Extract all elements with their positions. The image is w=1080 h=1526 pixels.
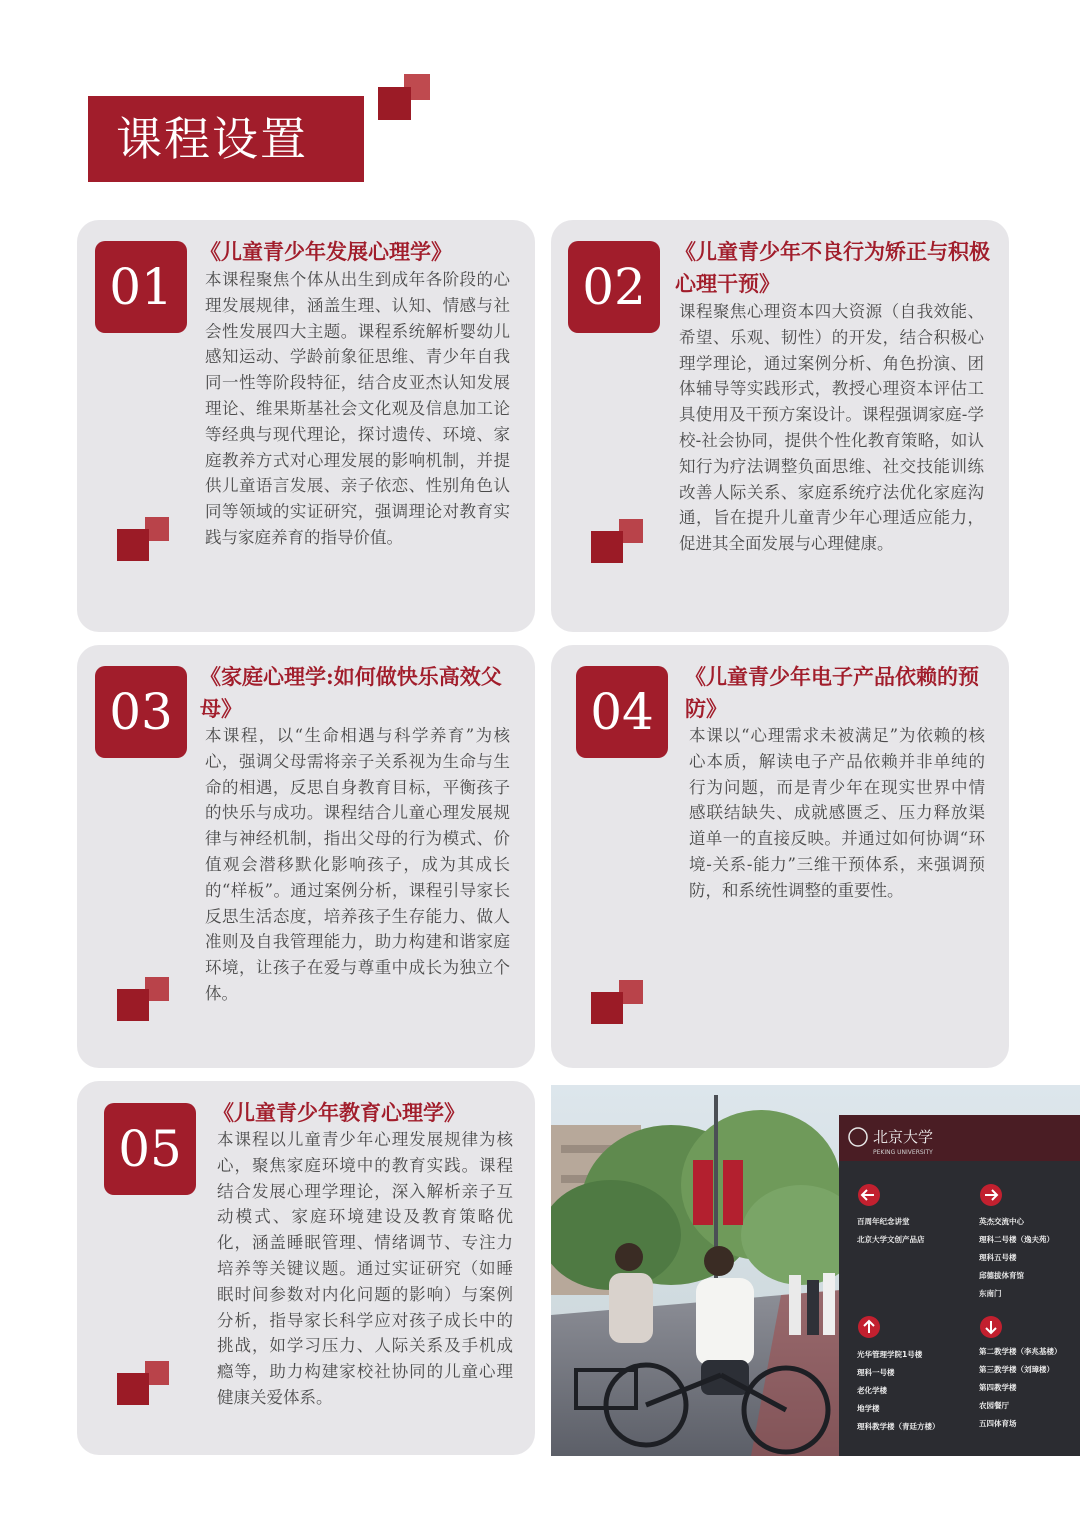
course-title: 《儿童青少年教育心理学》 — [213, 1100, 465, 1125]
course-description: 课程聚焦心理资本四大资源（自我效能、希望、乐观、韧性）的开发，结合积极心理学理论，通过案例分析、角色扮演、团体辅导等实践形式，教授心理资本评估工具使用及干预方案设计。课程强调家庭-学校-社会协同，提供个性化教育策略，如认知行为疗法调整负面思维、社交技能训练改善人际关系、家庭系统疗法优化家庭沟通，旨在提升儿童青少年心理适应能力，促进其全面发展与心理健康。 — [679, 302, 984, 554]
sign-entry: 第二教学楼（李兆基楼） — [979, 1347, 1062, 1356]
card-decoration — [117, 977, 169, 1021]
course-title: 《家庭心理学:如何做快乐高效父母》 — [200, 664, 502, 721]
sign-entry: 英杰交流中心 — [979, 1217, 1024, 1226]
sign-entry: 第三教学楼（刘璋楼） — [979, 1365, 1054, 1374]
card-decoration — [117, 517, 169, 561]
title-decoration — [378, 74, 430, 120]
course-number: 05 — [104, 1103, 196, 1195]
course-card-04 — [551, 645, 1009, 1068]
course-title: 《儿童青少年不良行为矫正与积极心理干预》 — [675, 239, 990, 296]
sign-entry: 理科二号楼（逸夫苑） — [979, 1235, 1054, 1244]
card-decoration — [591, 519, 643, 563]
course-description: 本课程以儿童青少年心理发展规律为核心，聚焦家庭环境中的教育实践。课程结合发展心理学理论，深入解析亲子互动模式、家庭环境建设及教育策略优化，涵盖睡眠管理、情绪调节、专注力培养等关键议题。通过实证研究（如睡眠时间参数对内化问题的影响）与案例分析，指导家长科学应对孩子成长中的挑战，如学习压力、人际关系及手机成瘾等，助力构建家校社协同的儿童心理健康关爱体系。 — [217, 1130, 513, 1407]
course-card-02 — [551, 220, 1009, 632]
campus-photo — [551, 1085, 1080, 1456]
course-number: 02 — [568, 241, 660, 333]
course-description: 本课程，以“生命相遇与科学养育”为核心，强调父母需将亲子关系视为生命与生命的相遇，反思自身教育目标，平衡孩子的快乐与成功。课程结合儿童心理发展规律与神经机制，指出父母的行为模式、价值观会潜移默化影响孩子，成为其成长的“样板”。通过案例分析，课程引导家长反思生活态度，培养孩子生存能力、做人准则及自我管理能力，助力构建和谐家庭环境，让孩子在爱与尊重中成长为独立个体。 — [205, 726, 510, 1003]
sign-subtitle: PEKING UNIVERSITY — [873, 1149, 933, 1156]
sign-title: 北京大学 — [873, 1128, 934, 1146]
sign-entry: 理科教学楼（青廷方楼） — [857, 1422, 940, 1431]
course-number: 04 — [576, 666, 668, 758]
sign-entry: 东南门 — [979, 1289, 1002, 1298]
sign-entry: 理科五号楼 — [979, 1253, 1017, 1262]
course-card-05 — [77, 1081, 535, 1455]
sign-entry: 第四教学楼 — [979, 1383, 1017, 1392]
course-number: 01 — [95, 241, 187, 333]
sign-entry: 农园餐厅 — [979, 1401, 1009, 1410]
sign-entry: 理科一号楼 — [857, 1368, 895, 1377]
card-decoration — [591, 980, 643, 1024]
sign-entry: 光华管理学院1号楼 — [857, 1350, 923, 1359]
course-title: 《儿童青少年电子产品依赖的预防》 — [685, 664, 979, 721]
course-card-01 — [77, 220, 535, 632]
sign-entry: 老化学楼 — [857, 1386, 887, 1395]
card-decoration — [117, 1361, 169, 1405]
course-description: 本课程聚焦个体从出生到成年各阶段的心理发展规律，涵盖生理、认知、情感与社会性发展四大主题。课程系统解析婴幼儿感知运动、学龄前象征思维、青少年自我同一性等阶段特征，结合皮亚杰认知发展理论、维果斯基社会文化观及信息加工论等经典与现代理论，探讨遗传、环境、家庭教养方式对心理发展的影响机制，并提供儿童语言发展、亲子依恋、性别角色认同等领域的实证研究，强调理论对教育实践与家庭养育的指导价值。 — [205, 270, 510, 547]
sign-entry: 地学楼 — [857, 1404, 880, 1413]
sign-entry: 百周年纪念讲堂 — [857, 1217, 910, 1226]
page-title: 课程设置 — [88, 96, 364, 182]
course-number: 03 — [95, 666, 187, 758]
course-title: 《儿童青少年发展心理学》 — [200, 239, 452, 264]
course-description: 本课以“心理需求未被满足”为依赖的核心本质，解读电子产品依赖并非单纯的行为问题，而是青少年在现实世界中情感联结缺失、成就感匮乏、压力释放渠道单一的直接反映。并通过如何协调“环境-关系-能力”三维干预体系，来强调预防，和系统性调整的重要性。 — [689, 726, 985, 900]
sign-entry: 五四体育场 — [979, 1419, 1017, 1428]
sign-entry: 北京大学文创产品店 — [857, 1235, 925, 1244]
sign-entry: 邱德拔体育馆 — [979, 1271, 1024, 1280]
course-card-03 — [77, 645, 535, 1068]
